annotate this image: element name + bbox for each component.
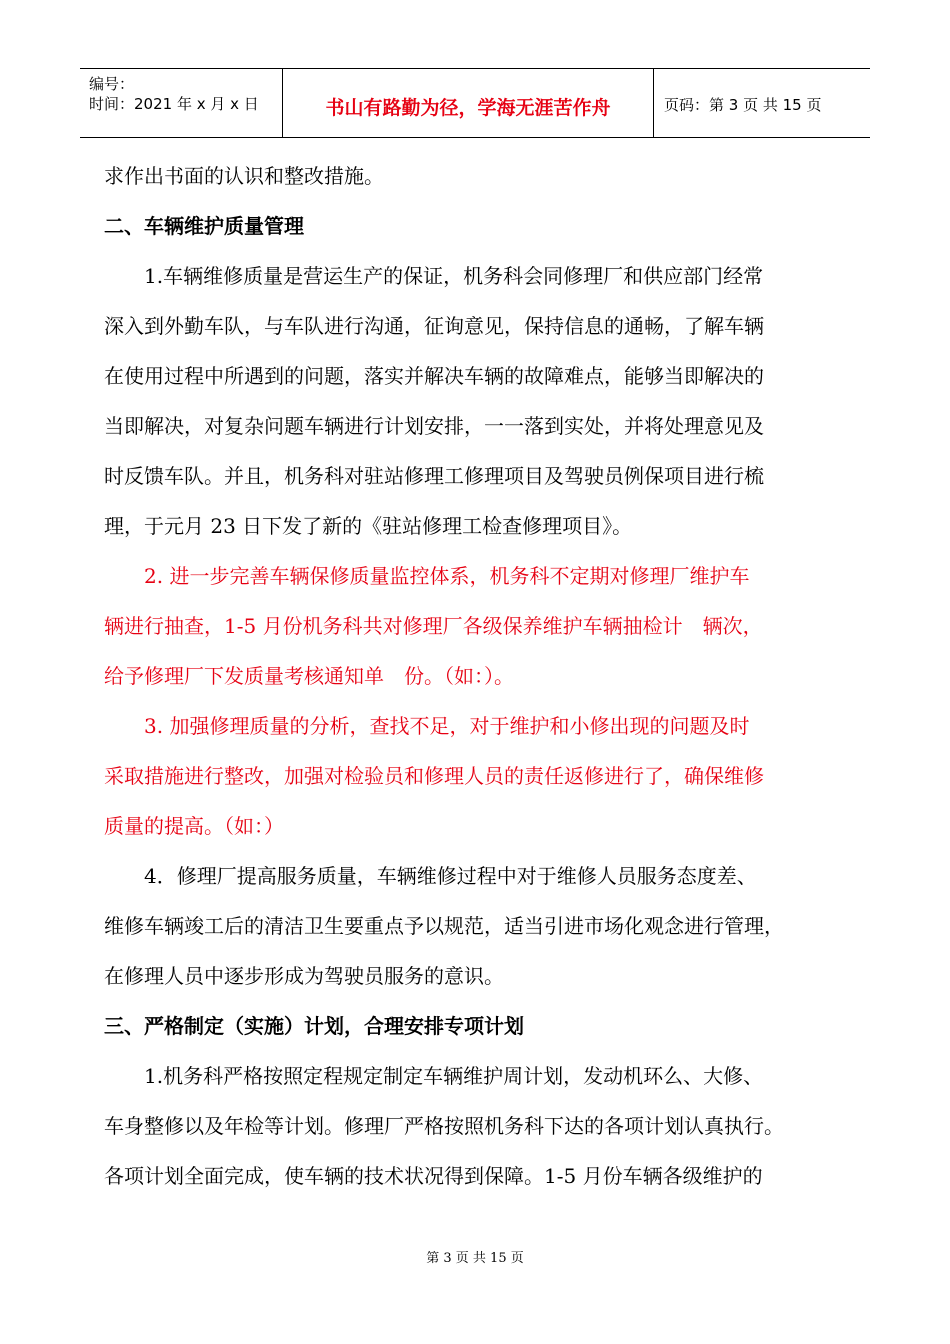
- time-label: 时间：2021 年 x 月 x 日: [89, 95, 259, 113]
- body-line: 车身整修以及年检等计划。修理厂严格按照机务科下达的各项计划认真执行。: [104, 1114, 784, 1138]
- body-line: 维修车辆竣工后的清洁卫生要重点予以规范，适当引进市场化观念进行管理，: [104, 914, 784, 938]
- header-page-code: 页码：第 3 页 共 15 页: [664, 96, 822, 114]
- body-line: 4．修理厂提高服务质量，车辆维修过程中对于维修人员服务态度差、: [104, 864, 757, 888]
- section-heading: 二、车辆维护质量管理: [104, 214, 304, 238]
- header-middle-cell: [283, 69, 654, 137]
- body-line-red: 给予修理厂下发质量考核通知单 份。（如：）。: [104, 664, 514, 688]
- header-left-cell: [80, 69, 283, 137]
- body-line: 1.车辆维修质量是营运生产的保证，机务科会同修理厂和供应部门经常: [104, 264, 764, 288]
- header-right-cell: [654, 69, 870, 137]
- body-line: 深入到外勤车队，与车队进行沟通，征询意见，保持信息的通畅，了解车辆: [104, 314, 764, 338]
- body-line: 当即解决，对复杂问题车辆进行计划安排，一一落到实处，并将处理意见及: [104, 414, 764, 438]
- body-line: 求作出书面的认识和整改措施。: [104, 164, 384, 188]
- body-line-red: 质量的提高。（如：）: [104, 814, 284, 838]
- page-footer: 第 3 页 共 15 页: [426, 1251, 524, 1266]
- body-line: 在使用过程中所遇到的问题，落实并解决车辆的故障难点，能够当即解决的: [104, 364, 764, 388]
- body-line-red: 2. 进一步完善车辆保修质量监控体系，机务科不定期对修理厂维护车: [104, 564, 750, 588]
- body-line: 理，于元月 23 日下发了新的《驻站修理工检查修理项目》。: [104, 514, 633, 538]
- body-line: 各项计划全面完成，使车辆的技术状况得到保障。1-5 月份车辆各级维护的: [104, 1164, 763, 1188]
- header-motto: 书山有路勤为径，学海无涯苦作舟: [325, 97, 611, 119]
- body-line: 在修理人员中逐步形成为驾驶员服务的意识。: [104, 964, 504, 988]
- body-line-red: 采取措施进行整改，加强对检验员和修理人员的责任返修进行了，确保维修: [104, 764, 764, 788]
- section-heading: 三、严格制定（实施）计划，合理安排专项计划: [104, 1014, 524, 1038]
- body-line-red: 3. 加强修理质量的分析，查找不足，对于维护和小修出现的问题及时: [104, 714, 750, 738]
- body-line: 1.机务科严格按照定程规定制定车辆维护周计划，发动机环么、大修、: [104, 1064, 764, 1088]
- code-label: 编号：: [89, 75, 135, 93]
- body-line: 时反馈车队。并且，机务科对驻站修理工修理项目及驾驶员例保项目进行梳: [104, 464, 764, 488]
- body-line-red: 辆进行抽查，1-5 月份机务科共对修理厂各级保养维护车辆抽检计 辆次，: [104, 614, 763, 638]
- page-header: [80, 68, 870, 138]
